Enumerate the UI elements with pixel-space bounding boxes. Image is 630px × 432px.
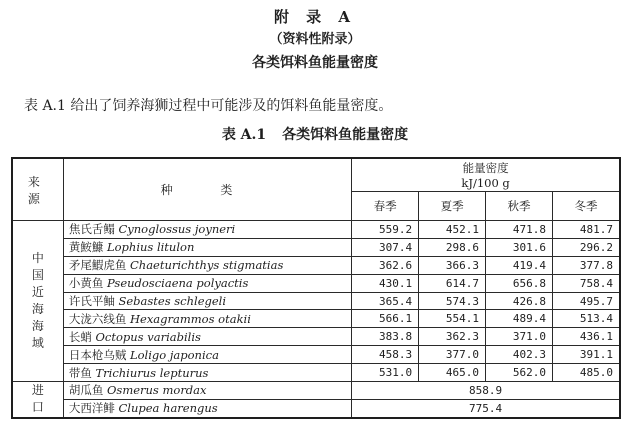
table-row bbox=[12, 328, 620, 346]
species-latin: Loligo japonica bbox=[129, 347, 219, 362]
species-latin: Sebastes schlegeli bbox=[118, 294, 227, 308]
species-cn: 日本枪乌贼 bbox=[68, 347, 127, 362]
species-cn: 胡瓜鱼 bbox=[68, 383, 104, 398]
energy-value: 436.1 bbox=[552, 328, 620, 346]
species-cn: 黄鮟鱇 bbox=[68, 240, 104, 255]
species-latin: Osmerus mordax bbox=[106, 383, 207, 398]
species-cn: 许氏平鲉 bbox=[68, 294, 115, 308]
intro-paragraph: 表 A.1 给出了饲养海狮过程中可能涉及的饵料鱼能量密度。 bbox=[24, 98, 393, 114]
table-row bbox=[12, 382, 620, 400]
source-china-seas-label: 中 国 近 海 海 域 bbox=[31, 251, 44, 350]
species-cell bbox=[63, 221, 351, 239]
energy-value: 481.7 bbox=[552, 221, 620, 239]
species-cell bbox=[63, 310, 351, 328]
table-row bbox=[12, 399, 620, 417]
table-row bbox=[12, 274, 620, 292]
energy-value: 531.0 bbox=[352, 364, 419, 382]
energy-value: 426.8 bbox=[486, 292, 553, 310]
energy-value: 377.0 bbox=[419, 346, 486, 364]
table-row bbox=[12, 364, 620, 382]
energy-density-table bbox=[11, 157, 621, 419]
table-row bbox=[12, 346, 620, 364]
species-cell bbox=[63, 346, 351, 364]
col-header-spring: 春季 bbox=[352, 192, 419, 221]
species-cn: 带鱼 bbox=[68, 365, 92, 380]
species-cn: 大西洋鲱 bbox=[68, 401, 115, 416]
energy-value: 430.1 bbox=[352, 274, 419, 292]
appendix-title: 各类饵料鱼能量密度 bbox=[252, 55, 378, 71]
energy-value: 365.4 bbox=[352, 292, 419, 310]
energy-value: 383.8 bbox=[352, 328, 419, 346]
energy-label: 能量密度 bbox=[462, 161, 509, 175]
energy-value: 458.3 bbox=[352, 346, 419, 364]
energy-value: 485.0 bbox=[552, 364, 620, 382]
energy-value: 574.3 bbox=[419, 292, 486, 310]
energy-value: 419.4 bbox=[486, 256, 553, 274]
col-header-kind: 种 类 bbox=[63, 158, 351, 221]
energy-value-annual: 858.9 bbox=[352, 382, 620, 400]
energy-value: 371.0 bbox=[486, 328, 553, 346]
col-header-energy bbox=[352, 158, 620, 192]
energy-value: 301.6 bbox=[486, 238, 553, 256]
source-import bbox=[12, 382, 63, 418]
species-cn: 长蛸 bbox=[68, 329, 92, 344]
energy-value: 465.0 bbox=[419, 364, 486, 382]
appendix-heading: 附 录 A bbox=[273, 8, 357, 26]
species-cn: 小黄鱼 bbox=[68, 276, 104, 291]
species-cell bbox=[63, 382, 351, 400]
species-latin: Trichiurus lepturus bbox=[95, 365, 209, 380]
energy-value: 298.6 bbox=[419, 238, 486, 256]
energy-value: 452.1 bbox=[419, 221, 486, 239]
energy-value: 758.4 bbox=[552, 274, 620, 292]
energy-value: 554.1 bbox=[419, 310, 486, 328]
col-header-summer: 夏季 bbox=[419, 192, 486, 221]
col-header-source: 来 源 bbox=[12, 158, 63, 221]
species-latin: Octopus variabilis bbox=[95, 329, 201, 344]
energy-value: 471.8 bbox=[486, 221, 553, 239]
table-row bbox=[12, 238, 620, 256]
energy-value: 362.6 bbox=[352, 256, 419, 274]
species-cell bbox=[63, 292, 351, 310]
energy-value: 307.4 bbox=[352, 238, 419, 256]
species-latin: Lophius litulon bbox=[106, 240, 195, 255]
table-row bbox=[12, 310, 620, 328]
energy-value: 366.3 bbox=[419, 256, 486, 274]
species-cell bbox=[63, 399, 351, 417]
table-number: 表 A.1 bbox=[221, 127, 267, 143]
energy-value: 614.7 bbox=[419, 274, 486, 292]
species-latin: Pseudosciaena polyactis bbox=[106, 276, 249, 291]
species-cell bbox=[63, 256, 351, 274]
source-import-label: 进 口 bbox=[31, 383, 44, 415]
species-cell bbox=[63, 274, 351, 292]
appendix-note: （资料性附录） bbox=[269, 32, 361, 47]
table-row bbox=[12, 221, 620, 239]
energy-value: 562.0 bbox=[486, 364, 553, 382]
energy-value-annual: 775.4 bbox=[352, 399, 620, 417]
species-cn: 焦氏舌鳎 bbox=[68, 222, 115, 237]
energy-value: 495.7 bbox=[552, 292, 620, 310]
source-china-seas bbox=[12, 221, 63, 382]
species-cn: 矛尾鰕虎鱼 bbox=[68, 258, 127, 273]
species-cn: 大泷六线鱼 bbox=[68, 311, 127, 326]
energy-value: 513.4 bbox=[552, 310, 620, 328]
col-header-autumn: 秋季 bbox=[486, 192, 553, 221]
energy-value: 296.2 bbox=[552, 238, 620, 256]
energy-value: 377.8 bbox=[552, 256, 620, 274]
energy-value: 362.3 bbox=[419, 328, 486, 346]
species-cell bbox=[63, 328, 351, 346]
species-cell bbox=[63, 364, 351, 382]
species-latin: Cynoglossus joyneri bbox=[118, 222, 236, 237]
energy-value: 656.8 bbox=[486, 274, 553, 292]
energy-value: 391.1 bbox=[552, 346, 620, 364]
species-latin: Hexagrammos otakii bbox=[129, 311, 251, 326]
table-row bbox=[12, 292, 620, 310]
energy-value: 566.1 bbox=[352, 310, 419, 328]
species-latin: Chaeturichthys stigmatias bbox=[129, 258, 284, 273]
energy-value: 489.4 bbox=[486, 310, 553, 328]
species-cell bbox=[63, 238, 351, 256]
col-header-winter: 冬季 bbox=[552, 192, 620, 221]
table-row bbox=[12, 256, 620, 274]
table-caption-text: 各类饵料鱼能量密度 bbox=[282, 127, 409, 143]
energy-value: 559.2 bbox=[352, 221, 419, 239]
energy-value: 402.3 bbox=[486, 346, 553, 364]
species-latin: Clupea harengus bbox=[118, 401, 218, 416]
table-caption bbox=[0, 124, 630, 144]
energy-unit: kJ/100 g bbox=[461, 176, 510, 190]
